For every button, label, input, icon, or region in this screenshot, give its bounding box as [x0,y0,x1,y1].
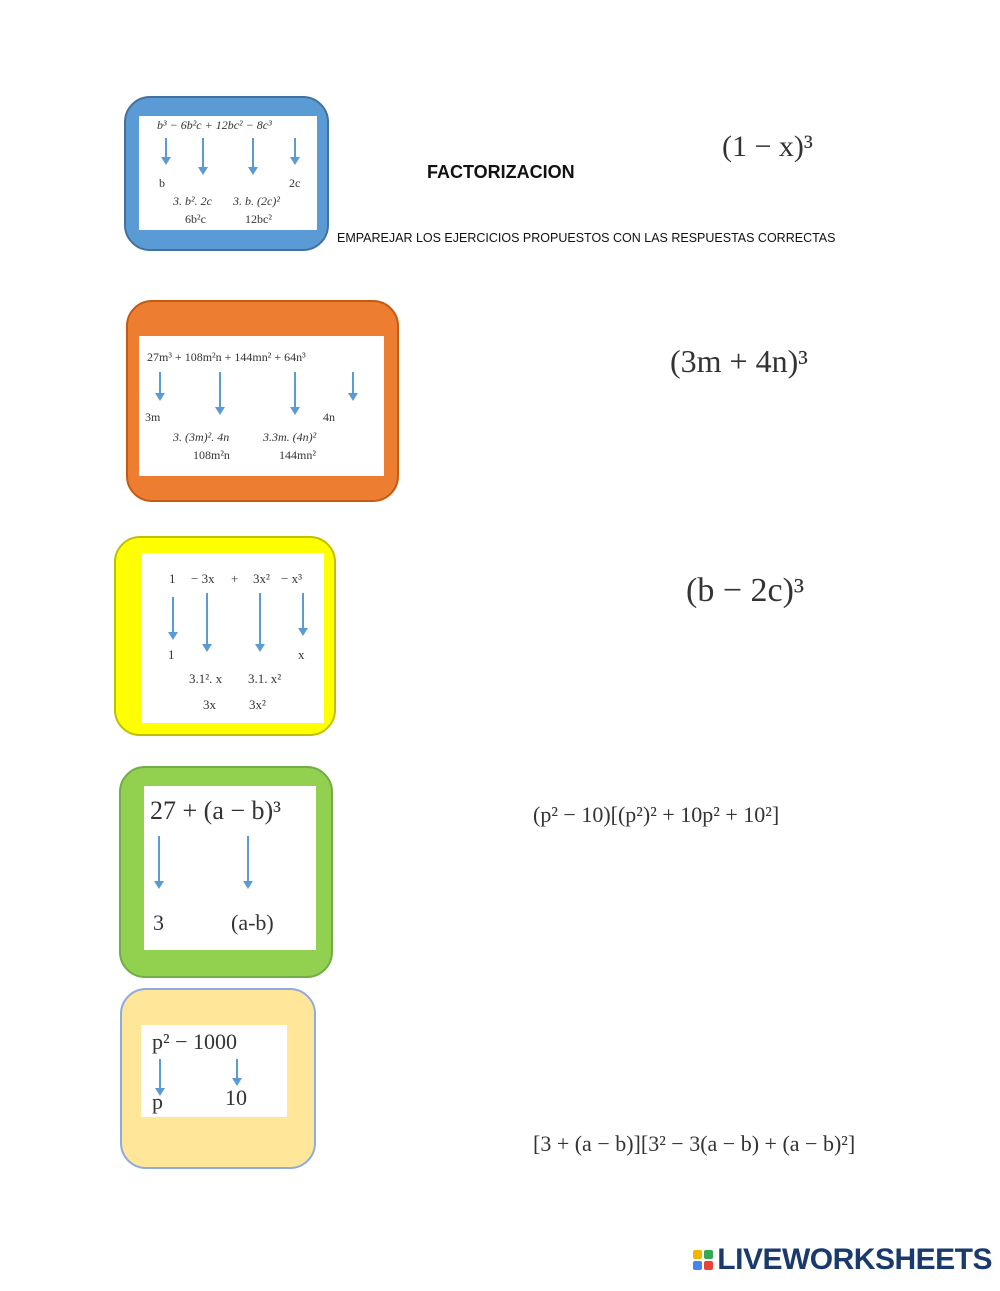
arrow-4 [294,138,296,158]
arrow-4 [302,593,304,629]
liveworksheets-logo-icon [693,1250,713,1270]
root-first: 3m [145,410,161,424]
root-last: 10 [225,1085,247,1110]
expr-term-3: + [231,571,239,586]
exercise-card-4[interactable] [119,766,333,978]
brand-name: LIVEWORKSHEETS [717,1243,992,1276]
answer-4[interactable]: (p² − 10)[(p²)² + 10p² + 10²] [533,802,780,827]
expr-term-2: − 3x [191,571,215,586]
root-last: x [298,647,305,662]
arrow-2 [202,138,204,168]
answer-1[interactable]: (1 − x)³ [722,130,813,163]
expr-term-4: 3x² [253,571,270,586]
exercise-card-3[interactable] [114,536,336,736]
expression: p² − 1000 [152,1029,238,1054]
middle-term-1: 3. (3m)². 4n [173,430,230,444]
middle-term-2: 3. b. (2c)² [233,194,280,208]
middle-result-2: 3x² [249,697,266,712]
expr-term-1: 1 [169,571,176,586]
root-last: (a-b) [231,910,274,935]
middle-result-1: 3x [203,697,216,712]
page-title: FACTORIZACION [427,162,575,182]
expr-term-5: − x³ [281,571,302,586]
arrow-4 [352,372,354,394]
arrow-1 [159,372,161,394]
arrow-2 [219,372,221,408]
expression: 27m³ + 108m²n + 144mn² + 64n³ [147,350,306,364]
arrow-1 [172,597,174,633]
middle-term-1: 3.1². x [189,671,223,686]
middle-term-2: 3.1. x² [248,671,282,686]
middle-result-1: 108m²n [193,448,230,462]
middle-term-2: 3.3m. (4n)² [263,430,317,444]
arrow-1 [165,138,167,158]
root-last: 4n [323,410,335,424]
arrow-3 [252,138,254,168]
middle-result-2: 144mn² [279,448,316,462]
root-first: 1 [168,647,175,662]
instructions: EMPAREJAR LOS EJERCICIOS PROPUESTOS CON LAS RESPUESTAS CORRECTAS [337,231,836,245]
arrow-1 [158,836,160,882]
exercise-card-5[interactable] [120,988,316,1169]
middle-term-1: 3. b². 2c [173,194,212,208]
expression: 27 + (a − b)³ [150,796,281,825]
liveworksheets-brand [693,1243,992,1277]
arrow-3 [259,593,261,645]
arrow-2 [247,836,249,882]
arrow-3 [294,372,296,408]
exercise-card-1[interactable] [124,96,329,251]
root-first: 3 [153,910,164,935]
middle-result-1: 6b²c [185,212,206,226]
arrow-2 [206,593,208,645]
answer-5[interactable]: [3 + (a − b)][3² − 3(a − b) + (a − b)²] [533,1131,856,1156]
expression: b³ − 6b²c + 12bc² − 8c³ [157,118,272,132]
answer-3[interactable]: (b − 2c)³ [686,572,805,609]
root-last: 2c [289,176,301,190]
middle-result-2: 12bc² [245,212,272,226]
exercise-card-2[interactable] [126,300,399,502]
root-first: b [159,176,165,190]
arrow-1 [159,1059,161,1089]
arrow-2 [236,1059,238,1079]
root-first: p [152,1089,163,1114]
answer-2[interactable]: (3m + 4n)³ [670,343,808,379]
